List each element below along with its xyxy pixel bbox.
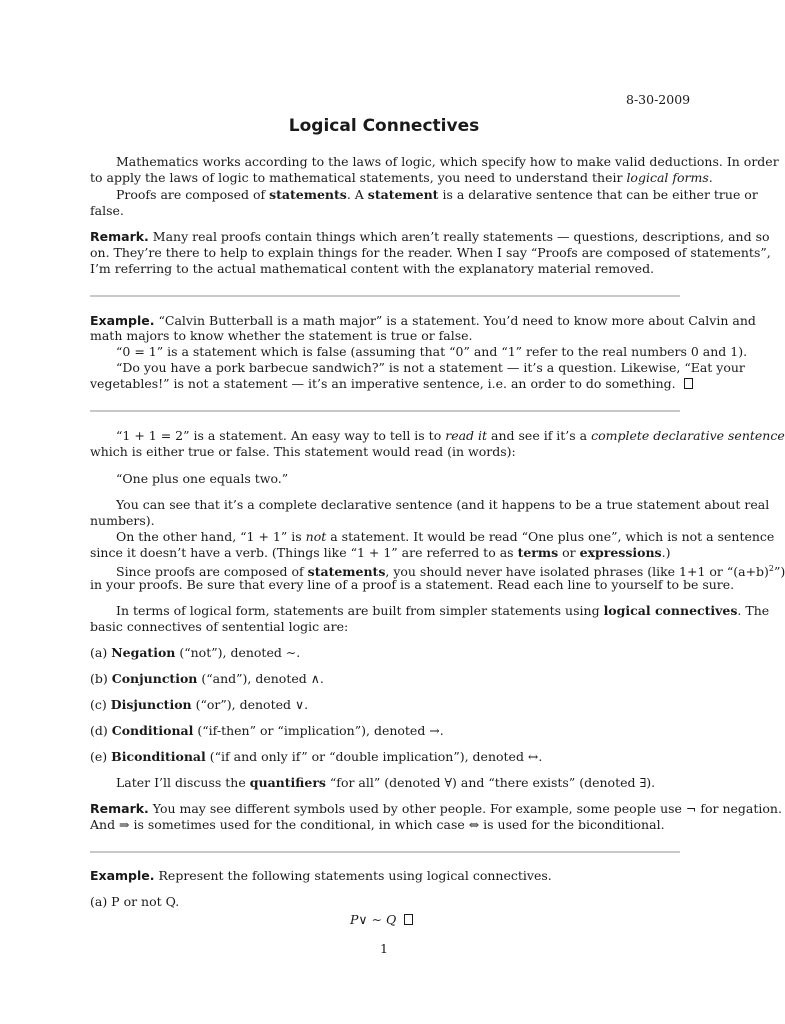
list-item: (a) Negation (“not”), denoted ∼.: [90, 645, 301, 660]
qed-icon: [404, 914, 413, 925]
quantifiers-line: Later I’ll discuss the quantifiers “for all” (denoted ∀) and “there exists” (denoted ∃).: [116, 775, 656, 790]
body-line-4: numbers).: [90, 513, 155, 528]
example-label: Example.: [90, 313, 155, 328]
remark-label: Remark.: [90, 801, 149, 816]
quote-line: “One plus one equals two.”: [116, 471, 289, 486]
intro-line-2: to apply the laws of logic to mathematical statements, you need to understand their logical forms.: [90, 170, 713, 185]
divider: [90, 410, 680, 412]
date: 8-30-2009: [626, 92, 691, 107]
divider: [90, 851, 680, 853]
example-2-line-1: Example. Represent the following statements using logical connectives.: [90, 868, 552, 883]
example-1-line-1: Example. “Calvin Butterball is a math major” is a statement. You’d need to know more about Calvin and: [90, 313, 756, 328]
remark-1-line-2: on. They’re there to help to explain things for the reader. When I say “Proofs are composed of statements”,: [90, 245, 771, 260]
example-1-line-3: “0 = 1” is a statement which is false (assuming that “0” and “1” refer to the real numbers 0 and 1).: [116, 344, 748, 359]
intro-line-1: Mathematics works according to the laws of logic, which specify how to make valid deductions. In order: [116, 154, 779, 169]
list-item: (d) Conditional (“if-then” or “implication”), denoted →.: [90, 723, 444, 738]
formula: P∨ ∼ Q: [350, 912, 413, 928]
intro-line-3: Proofs are composed of statements. A statement is a delarative sentence that can be either true or: [116, 187, 758, 202]
body-line-10: basic connectives of sentential logic are:: [90, 619, 349, 634]
body-line-2: which is either true or false. This statement would read (in words):: [90, 444, 516, 459]
remark-1-line-1: Remark. Many real proofs contain things which aren’t really statements — questions, descriptions, and so: [90, 229, 770, 244]
remark-2-line-2: And ⇒ is sometimes used for the conditional, in which case ⇔ is used for the biconditional.: [90, 817, 665, 832]
list-item: (e) Biconditional (“if and only if” or “double implication”), denoted ↔.: [90, 749, 543, 764]
remark-label: Remark.: [90, 229, 149, 244]
list-item: (b) Conjunction (“and”), denoted ∧.: [90, 671, 324, 686]
body-line-8: in your proofs. Be sure that every line of a proof is a statement. Read each line to yourself to be sure.: [90, 577, 735, 592]
body-line-6: since it doesn’t have a verb. (Things like “1 + 1” are referred to as terms or expressions.): [90, 545, 671, 560]
example-1-line-5: vegetables!” is not a statement — it’s an imperative sentence, i.e. an order to do something.: [90, 376, 693, 392]
example-label: Example.: [90, 868, 155, 883]
logical-forms-emphasis: logical forms.: [626, 170, 713, 185]
page-number: 1: [380, 941, 388, 956]
body-line-7: Since proofs are composed of statements, you should never have isolated phrases (like 1+1 or “$(a+b)^2$”): [116, 564, 785, 580]
remark-2-line-1: Remark. You may see different symbols used by other people. For example, some people use ¬ for negation.: [90, 801, 782, 816]
example-1-line-4: “Do you have a pork barbecue sandwich?” is not a statement — it’s a question. Likewise, “Eat your: [116, 360, 745, 375]
list-item: (c) Disjunction (“or”), denoted ∨.: [90, 697, 309, 712]
divider: [90, 295, 680, 297]
body-line-3: You can see that it’s a complete declarative sentence (and it happens to be a true statement about real: [116, 497, 770, 512]
qed-icon: [684, 378, 693, 389]
body-line-9: In terms of logical form, statements are built from simpler statements using logical connectives. The: [116, 603, 770, 618]
example-2-item-a: (a) P or not Q.: [90, 894, 180, 909]
example-1-line-2: math majors to know whether the statement is true or false.: [90, 328, 473, 343]
body-line-1: “1 + 1 = 2” is a statement. An easy way to tell is to read it and see if it’s a complete declarative sentence: [116, 428, 785, 443]
body-line-5: On the other hand, “1 + 1” is not a statement. It would be read “One plus one”, which is not a sentence: [116, 529, 775, 544]
intro-line-4: false.: [90, 203, 124, 218]
remark-1-line-3: I’m referring to the actual mathematical content with the explanatory material removed.: [90, 261, 655, 276]
page-title: Logical Connectives: [288, 116, 480, 136]
